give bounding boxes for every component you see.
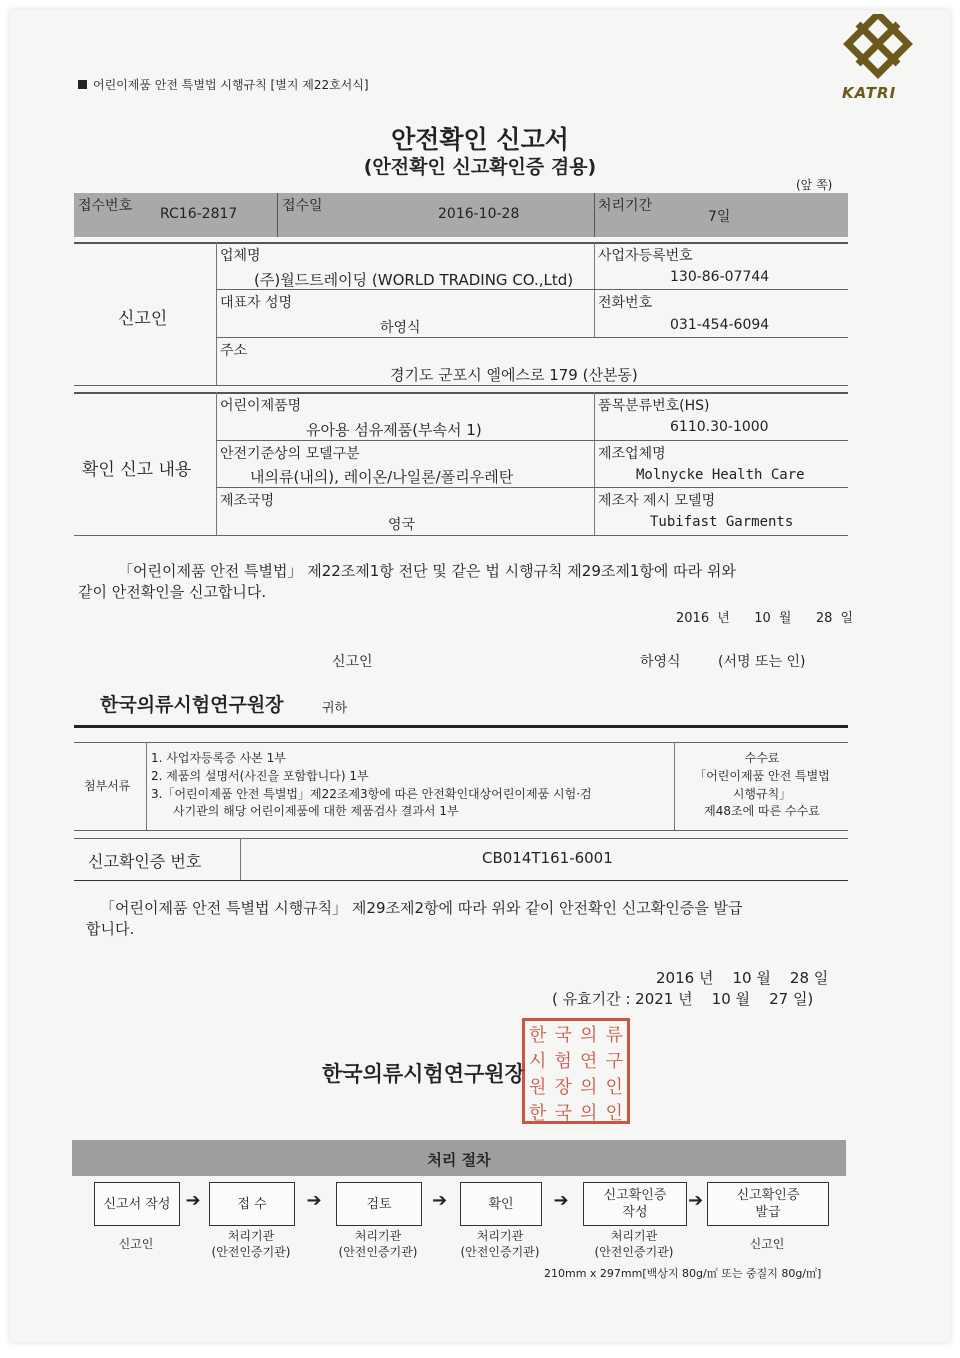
seal-char: 의 bbox=[580, 1025, 598, 1046]
seal-char: 시 bbox=[529, 1051, 547, 1072]
bizno-value: 130-86-07744 bbox=[670, 269, 770, 285]
procedure-step-box: 접 수 bbox=[209, 1182, 295, 1226]
form-note bbox=[78, 76, 369, 93]
receipt-no-label: 접수번호 bbox=[78, 198, 133, 214]
arrow-right-icon: ➔ bbox=[553, 1190, 569, 1211]
model-category-label: 안전기준상의 모델구분 bbox=[220, 446, 360, 462]
declaration-line-2: 같이 안전확인을 신고합니다. bbox=[78, 583, 267, 601]
arrow-right-icon: ➔ bbox=[688, 1190, 704, 1211]
seal-char: 한 bbox=[529, 1025, 547, 1046]
procedure-step-caption: 처리기관 (안전인증기관) bbox=[338, 1229, 418, 1259]
seal-char: 의 bbox=[580, 1077, 598, 1098]
recipient-name: 한국의류시험연구원장 bbox=[100, 694, 284, 716]
arrow-right-icon: ➔ bbox=[306, 1190, 322, 1211]
attachment-item-1: 1. 사업자등록증 사본 1부 bbox=[151, 751, 286, 765]
form-note-text: 어린이제품 안전 특별법 시행규칙 [별지 제22호서식] bbox=[93, 78, 369, 92]
fee-title: 수수료 bbox=[744, 751, 780, 765]
content-section-label: 확인 신고 내용 bbox=[82, 460, 192, 480]
processing-period-label: 처리기간 bbox=[598, 198, 653, 214]
recipient-suffix: 귀하 bbox=[322, 701, 348, 716]
signer-label: 신고인 bbox=[332, 654, 373, 670]
country-value: 영국 bbox=[388, 517, 416, 533]
procedure-step-caption: 신고인 bbox=[749, 1237, 785, 1251]
date-month-unit: 월 bbox=[778, 611, 792, 626]
declaration-line-1: 「어린이제품 안전 특별법」 제22조제1항 전단 및 같은 법 시행규칙 제29조제1항에 따라 위와 bbox=[118, 562, 736, 580]
validity-period: ( 유효기간 : 2021 년 10 월 27 일) bbox=[552, 990, 814, 1008]
procedure-title: 처리 절차 bbox=[427, 1151, 491, 1169]
company-label: 업체명 bbox=[220, 248, 261, 264]
side-label: (앞 쪽) bbox=[796, 178, 833, 192]
logo-text: KATRI bbox=[842, 84, 897, 102]
representative-value: 하영식 bbox=[380, 320, 421, 336]
receipt-date-label: 접수일 bbox=[282, 198, 323, 214]
product-name-value: 유아용 섬유제품(부속서 1) bbox=[306, 421, 482, 439]
issuance-line-2: 합니다. bbox=[86, 920, 135, 938]
hs-code-label: 품목분류번호(HS) bbox=[598, 398, 710, 414]
arrow-right-icon: ➔ bbox=[432, 1190, 448, 1211]
seal-char: 의 bbox=[580, 1103, 598, 1124]
bizno-label: 사업자등록번호 bbox=[598, 248, 693, 264]
fee-line-2: 시행규칙」 bbox=[732, 787, 792, 801]
seal-char: 인 bbox=[605, 1103, 623, 1124]
certificate-number-label: 신고확인증 번호 bbox=[88, 852, 202, 871]
address-value: 경기도 군포시 엘에스로 179 (산본동) bbox=[390, 366, 638, 384]
model-category-value: 내의류(내의), 레이온/나일론/폴리우레탄 bbox=[250, 468, 514, 486]
seal-char: 국 bbox=[554, 1025, 572, 1046]
procedure-step-caption: 처리기관 (안전인증기관) bbox=[460, 1229, 540, 1259]
declaration-date bbox=[676, 607, 853, 626]
address-label: 주소 bbox=[220, 343, 248, 359]
procedure-step-caption: 처리기관 (안전인증기관) bbox=[211, 1229, 291, 1259]
date-year-unit: 년 bbox=[717, 611, 730, 626]
issuance-line-1: 「어린이제품 안전 특별법 시행규칙」 제29조제2항에 따라 위와 같이 안전확인 신고확인증을 발급 bbox=[100, 899, 743, 917]
product-name-label: 어린이제품명 bbox=[220, 398, 302, 414]
procedure-step-box: 확인 bbox=[460, 1182, 542, 1226]
seal-char: 원 bbox=[529, 1077, 547, 1098]
date-year: 2016 bbox=[676, 611, 710, 626]
arrow-right-icon: ➔ bbox=[185, 1190, 201, 1211]
company-value: (주)월드트레이딩 (WORLD TRADING CO.,Ltd) bbox=[254, 271, 574, 289]
maker-model-label: 제조자 제시 모델명 bbox=[598, 493, 716, 509]
representative-label: 대표자 성명 bbox=[220, 295, 293, 311]
attachment-item-2: 2. 제품의 설명서(사진을 포함합니다) 1부 bbox=[151, 769, 369, 783]
page-title: 안전확인 신고서 bbox=[391, 125, 569, 154]
certificate-number-value: CB014T161-6001 bbox=[482, 849, 613, 867]
manufacturer-label: 제조업체명 bbox=[598, 446, 666, 462]
issuer-name: 한국의류시험연구원장 bbox=[322, 1062, 525, 1086]
procedure-step-caption: 처리기관 (안전인증기관) bbox=[594, 1229, 674, 1259]
maker-model-value: Tubifast Garments bbox=[650, 514, 794, 530]
official-seal bbox=[522, 1018, 630, 1124]
procedure-step-caption: 신고인 bbox=[118, 1237, 154, 1251]
date-day: 28 bbox=[815, 611, 833, 626]
sign-note: (서명 또는 인) bbox=[718, 654, 806, 670]
page-subtitle: (안전확인 신고확인증 겸용) bbox=[363, 156, 597, 178]
country-label: 제조국명 bbox=[220, 493, 275, 509]
attachments-label: 첨부서류 bbox=[84, 779, 131, 793]
procedure-step-box: 신고확인증 작성 bbox=[583, 1182, 687, 1226]
procedure-step-box: 신고확인증 발급 bbox=[707, 1182, 829, 1226]
procedure-step-box: 신고서 작성 bbox=[94, 1182, 180, 1226]
date-month: 10 bbox=[754, 611, 771, 626]
phone-value: 031-454-6094 bbox=[670, 317, 770, 333]
seal-char: 연 bbox=[580, 1051, 598, 1072]
processing-period-value: 7일 bbox=[708, 209, 731, 225]
applicant-section-label: 신고인 bbox=[118, 309, 168, 329]
issuance-date: 2016 년 10 월 28 일 bbox=[656, 969, 829, 987]
seal-char: 험 bbox=[554, 1051, 572, 1072]
hs-code-value: 6110.30-1000 bbox=[670, 419, 769, 435]
seal-char: 구 bbox=[605, 1051, 623, 1072]
procedure-step-box: 검토 bbox=[336, 1182, 422, 1226]
seal-char: 한 bbox=[529, 1103, 547, 1124]
fee-line-1: 「어린이제품 안전 특별법 bbox=[694, 769, 830, 783]
seal-char: 류 bbox=[605, 1025, 623, 1046]
section-divider bbox=[74, 725, 848, 728]
date-day-unit: 일 bbox=[840, 611, 854, 626]
fee-line-3: 제48조에 따른 수수료 bbox=[704, 804, 820, 818]
seal-char: 장 bbox=[554, 1077, 572, 1098]
attachment-item-4: 사기관의 해당 어린이제품에 대한 제품검사 결과서 1부 bbox=[173, 804, 459, 818]
seal-char: 국 bbox=[554, 1103, 572, 1124]
square-bullet-icon bbox=[78, 80, 87, 89]
seal-char: 인 bbox=[605, 1077, 623, 1098]
attachment-item-3: 3.「어린이제품 안전 특별법」제22조제3항에 따른 안전확인대상어린이제품 시험·검 bbox=[151, 787, 592, 801]
phone-label: 전화번호 bbox=[598, 295, 653, 311]
manufacturer-value: Molnycke Health Care bbox=[636, 467, 805, 483]
paper-note: 210mm x 297mm[백상지 80g/㎡ 또는 중질지 80g/㎡] bbox=[544, 1267, 822, 1280]
receipt-no-value: RC16-2817 bbox=[160, 206, 238, 222]
signer-name: 하영식 bbox=[640, 654, 681, 670]
receipt-date-value: 2016-10-28 bbox=[438, 206, 520, 222]
